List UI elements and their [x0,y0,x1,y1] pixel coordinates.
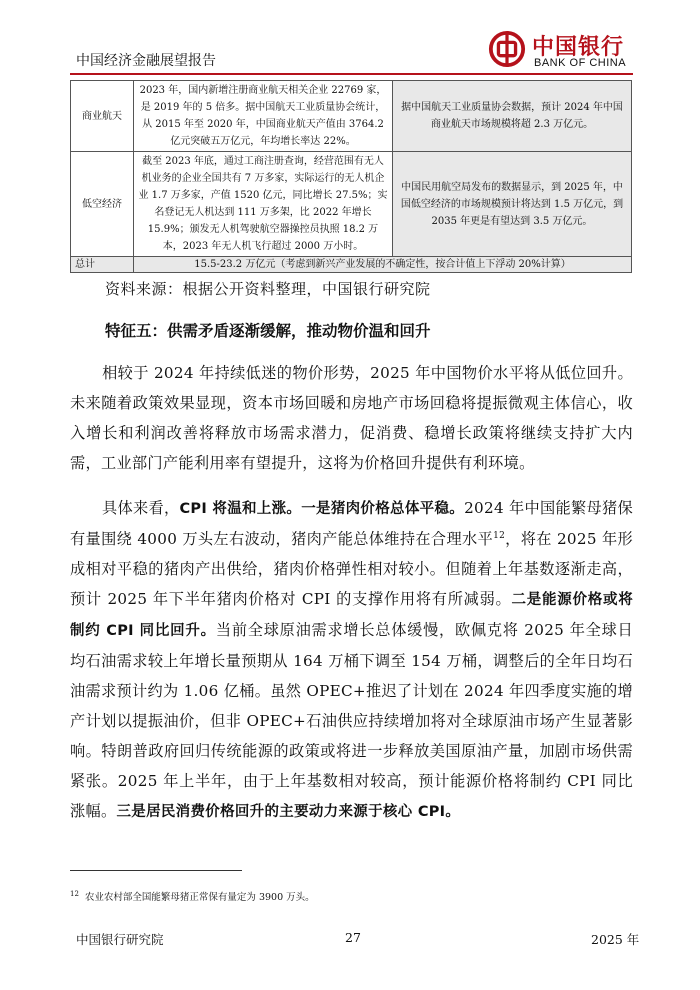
row-current-status: 截至 2023 年底，通过工商注册查询，经营范围有无人机业务的企业全国共有 7 万多家，实际运行的无人机企业 1.7 万多家，产值 1520 亿元，同比增长 27.5%；实名登记无人机达到 111 万多架，比 2022 年增长 15.9%；颁发无人机驾驶航空器操控员执照 18.2 万本，2023 年无人机飞行超过 2000 万小时。 [134,152,393,257]
bank-of-china-emblem-icon [488,30,526,68]
industry-scale-table [70,80,632,273]
row-name: 低空经济 [71,152,134,257]
p2-text: 2024 年中国能繁母猪保有量围绕 4000 万头左右波动，猪肉产能总体维持在合理水平 [70,499,633,548]
footnote-divider [70,870,242,871]
row-current-status: 2023 年，国内新增注册商业航天相关企业 22769 家，是 2019 年的 5 倍多。据中国航天工业质量协会统计，从 2015 年至 2020 年，中国商业航天产值由 3764.2 亿元突破五万亿元，年均增长率达 22%。 [134,81,393,152]
footer-organization: 中国银行研究院 [76,932,164,947]
table-source-note: 资料来源：根据公开资料整理，中国银行研究院 [105,280,431,298]
footer-year: 2025 年 [591,932,640,947]
row-name: 商业航天 [71,81,134,152]
p2-text: 具体来看， [102,499,180,517]
logo-english-name: BANK OF CHINA [534,57,627,69]
p2-text: ，将在 2025 年形成相对平稳的猪肉产出供给，猪肉价格弹性相对较小。但随着上年基数逐渐走高，预计 2025 年下半年猪肉价格对 CPI 的支撑作用将有所减弱。 [70,530,634,608]
footnote-number: 12 [70,889,79,898]
p2-bold-cpi: CPI 将温和上涨。一是猪肉价格总体平稳。 [179,501,465,517]
paragraph-1 [70,358,633,478]
paragraph-1-text: 相较于 2024 年持续低迷的物价形势，2025 年中国物价水平将从低位回升。未来随着政策效果显现，资本市场回暖和房地产市场回稳将提振微观主体信心，收入增长和利润改善将释放市场需求潜力，促消费、稳增长政策将继续支持扩大内需，工业部门产能利用率有望提升，这将为价格回升提供有利环境。 [70,364,633,472]
footnote [70,889,315,903]
p2-text: 当前全球原油需求增长总体缓慢，欧佩克将 2025 年全球日均石油需求较上年增长量预期从 164 万桶下调至 154 万桶，调整后的全年日均石油需求预计约为 1.06 亿桶。虽然 OPEC+推迟了计划在 2024 年四季度实施的增产计划以提振油价，但非 OPEC+石油供应持续增加将对全球原油市场产生显著影响。特朗普政府回归传统能源的政策或将进一步释放美国原油产量，加剧市场供需紧张。2025 年上半年，由于上年基数相对较高，预计能源价格将制约 CPI 同比涨幅。 [70,621,633,820]
table-row [71,152,632,257]
bank-logo [488,28,638,74]
table-total-row [71,257,632,273]
row-forecast: 中国民用航空局发布的数据显示，到 2025 年，中国低空经济的市场规模预计将达到 1.5 万亿元，到 2035 年更是有望达到 3.5 万亿元。 [393,152,632,257]
logo-chinese-name: 中国银行 [532,34,625,60]
header-divider [70,73,633,75]
total-value: 15.5-23.2 万亿元（考虑到新兴产业发展的不确定性，按合计值上下浮动 20%计算） [134,257,632,273]
p2-bold-energy: 二是能源价格或将制约 CPI 同比回升。 [70,592,634,639]
page-number: 27 [345,930,361,945]
footnote-reference[interactable]: 12 [493,530,506,541]
total-label: 总计 [71,257,134,273]
section-heading: 特征五：供需矛盾逐渐缓解，推动物价温和回升 [105,322,431,340]
row-forecast: 据中国航天工业质量协会数据，预计 2024 年中国商业航天市场规模将超 2.3 万亿元。 [393,81,632,152]
paragraph-2 [70,493,633,827]
footnote-text: 农业农村部全国能繁母猪正常保有量定为 3900 万头。 [84,892,315,903]
table-row [71,81,632,152]
report-title: 中国经济金融展望报告 [76,53,216,69]
p2-bold-core-cpi: 三是居民消费价格回升的主要动力来源于核心 CPI。 [116,804,461,820]
